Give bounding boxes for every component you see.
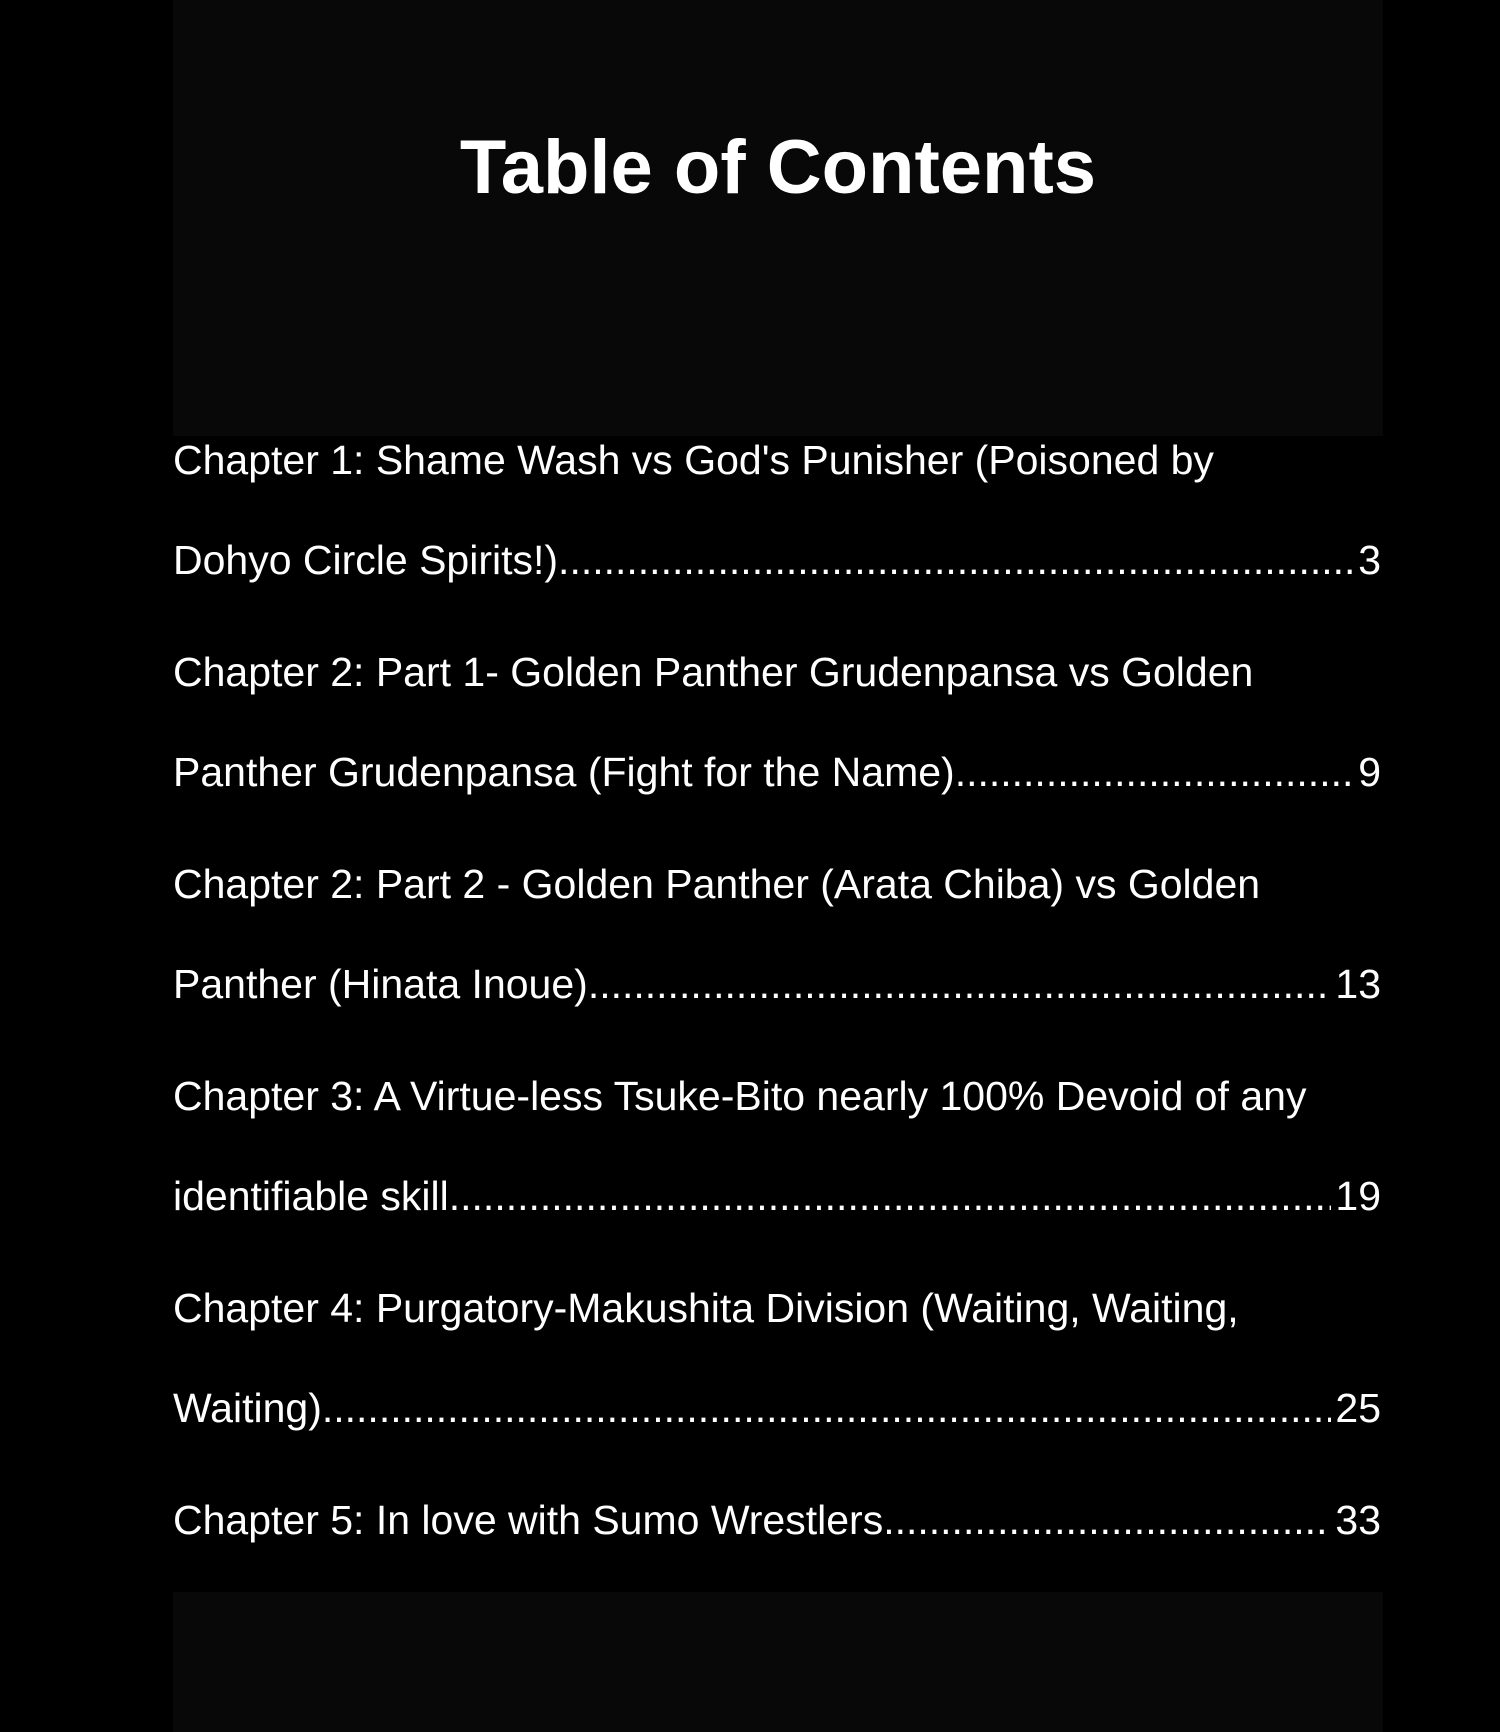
toc-entry-title-line-1: Chapter 3: A Virtue-less Tsuke-Bito nearly 100% Devoid of any xyxy=(173,1073,1307,1119)
toc-entry-title-text: Panther Grudenpansa (Fight for the Name) xyxy=(173,749,955,795)
toc-entry-title-line-1: Chapter 2: Part 1- Golden Panther Grudenpansa vs Golden xyxy=(173,649,1254,695)
dot-leader xyxy=(322,1358,1332,1458)
toc-entry-page-number: 25 xyxy=(1335,1385,1381,1431)
toc-entry-chapter-5[interactable] xyxy=(173,1470,1381,1570)
toc-entry-title-text: Dohyo Circle Spirits!) xyxy=(173,537,559,583)
toc-entry-title-line-2 xyxy=(173,1146,1381,1246)
toc-entry-title-text: Chapter 5: In love with Sumo Wrestlers xyxy=(173,1497,884,1543)
toc-entry-title-line-1: Chapter 2: Part 2 - Golden Panther (Arata Chiba) vs Golden xyxy=(173,861,1261,907)
toc-entry-title-text: Panther (Hinata Inoue) xyxy=(173,961,588,1007)
dot-leader xyxy=(449,1146,1332,1246)
toc-entry-page-number: 9 xyxy=(1358,749,1381,795)
toc-entry-page-number: 13 xyxy=(1335,961,1381,1007)
dot-leader xyxy=(883,1470,1331,1570)
toc-entry-title-text: identifiable skill xyxy=(173,1173,449,1219)
toc-entry-chapter-4[interactable] xyxy=(173,1258,1381,1458)
page-panel-bottom xyxy=(173,1592,1383,1732)
toc-entry-title-line-2 xyxy=(173,934,1381,1034)
table-of-contents xyxy=(173,410,1381,1582)
toc-entry-chapter-2-part-1[interactable] xyxy=(173,622,1381,822)
toc-entry-chapter-1[interactable] xyxy=(173,410,1381,610)
dot-leader xyxy=(558,510,1354,610)
toc-entry-title-line-2 xyxy=(173,1358,1381,1458)
toc-entry-chapter-2-part-2[interactable] xyxy=(173,834,1381,1034)
toc-entry-page-number: 3 xyxy=(1358,537,1381,583)
page-panel-top xyxy=(173,0,1383,436)
dot-leader xyxy=(588,934,1332,1034)
toc-entry-title-line-1 xyxy=(173,1470,1381,1570)
toc-entry-title-line-2 xyxy=(173,722,1381,822)
toc-entry-title-line-2 xyxy=(173,510,1381,610)
toc-entry-page-number: 33 xyxy=(1335,1497,1381,1543)
page-title: Table of Contents xyxy=(459,125,1097,210)
toc-entry-title-text: Waiting) xyxy=(173,1385,322,1431)
dot-leader xyxy=(955,722,1355,822)
toc-entry-chapter-3[interactable] xyxy=(173,1046,1381,1246)
toc-entry-title-line-1: Chapter 4: Purgatory-Makushita Division (Waiting, Waiting, xyxy=(173,1285,1239,1331)
toc-entry-title-line-1: Chapter 1: Shame Wash vs God's Punisher (Poisoned by xyxy=(173,437,1214,483)
toc-entry-page-number: 19 xyxy=(1335,1173,1381,1219)
